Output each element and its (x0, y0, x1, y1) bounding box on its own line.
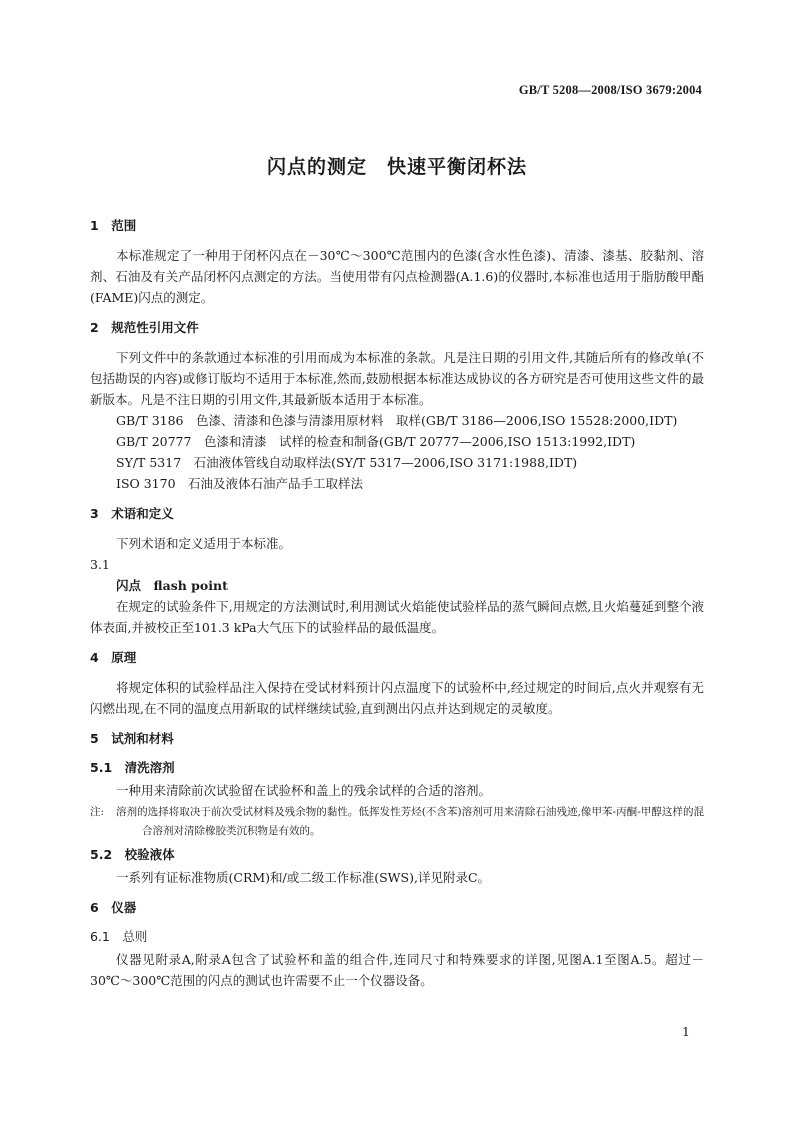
reference-item: GB/T 3186 色漆、清漆和色漆与清漆用原材料 取样(GB/T 3186—2006,ISO 15528:2000,IDT) (116, 413, 678, 428)
term-definition: 在规定的试验条件下,用规定的方法测试时,利用测试火焰能使试验样品的蒸气瞬间点燃,且火焰蔓延到整个液体表面,并被校正至101.3 kPa大气压下的试验样品的最低温度。 (90, 599, 704, 635)
section-1-paragraph: 本标准规定了一种用于闭杯闪点在－30℃～300℃范围内的色漆(含水性色漆)、清漆、漆基、胶黏剂、溶剂、石油及有关产品闭杯闪点测定的方法。当使用带有闪点检测器(A.1.6)的仪器时,本标准也适用于脂肪酸甲酯(FAME)闪点的测定。 (90, 248, 704, 305)
document-body (90, 216, 704, 1001)
section-6-heading: 6 仪器 (90, 900, 137, 915)
document-title: 闪点的测定 快速平衡闭杯法 (266, 156, 527, 178)
subsection-5-2-heading: 5.2 校验液体 (90, 847, 175, 862)
section-1-heading: 1 范围 (90, 218, 137, 233)
section-5-heading: 5 试剂和材料 (90, 731, 174, 746)
term-number: 3.1 (90, 557, 110, 572)
subsection-6-1-paragraph: 仪器见附录A,附录A包含了试验杯和盖的组合件,连同尺寸和特殊要求的详图,见图A.1至图A.5。超过－30℃～300℃范围的闪点的测试也许需要不止一个仪器设备。 (90, 952, 704, 988)
subsection-5-1-paragraph: 一种用来清除前次试验留在试验杯和盖上的残余试样的合适的溶剂。 (116, 783, 492, 798)
section-4-heading: 4 原理 (90, 650, 137, 665)
section-3-paragraph: 下列术语和定义适用于本标准。 (116, 536, 292, 551)
reference-item: GB/T 20777 色漆和清漆 试样的检查和制备(GB/T 20777—2006,ISO 1513:1992,IDT) (116, 434, 636, 449)
standard-number-header: GB/T 5208—2008/ISO 3679:2004 (518, 83, 702, 97)
subsection-5-2-paragraph: 一系列有证标准物质(CRM)和/或二级工作标准(SWS),详见附录C。 (116, 870, 491, 885)
term-title: 闪点 flash point (116, 578, 228, 593)
section-4-paragraph: 将规定体积的试验样品注入保持在受试材料预计闪点温度下的试验杯中,经过规定的时间后,点火并观察有无闪燃出现,在不同的温度点用新取的试样继续试验,直到测出闪点并达到规定的灵敏度。 (90, 680, 704, 716)
section-3-heading: 3 术语和定义 (90, 506, 174, 521)
subsection-5-1-heading: 5.1 清洗溶剂 (90, 760, 175, 775)
reference-item: ISO 3170 石油及液体石油产品手工取样法 (116, 476, 364, 491)
reference-item: SY/T 5317 石油液体管线自动取样法(SY/T 5317—2006,ISO 3171:1988,IDT) (116, 455, 578, 470)
page-number: 1 (682, 1024, 690, 1039)
section-2-paragraph: 下列文件中的条款通过本标准的引用而成为本标准的条款。凡是注日期的引用文件,其随后所有的修改单(不包括勘误的内容)或修订版均不适用于本标准,然而,鼓励根据本标准达成协议的各方研究是否可使用这些文件的最新版本。凡是不注日期的引用文件,其最新版本适用于本标准。 (90, 350, 704, 407)
section-2-heading: 2 规范性引用文件 (90, 320, 199, 335)
note-label: 注: (90, 806, 105, 818)
note (90, 803, 704, 841)
subsection-6-1-heading: 6.1 总则 (90, 929, 148, 944)
note-text: 溶剂的选择将取决于前次受试材料及残余物的黏性。低挥发性芳烃(不含苯)溶剂可用来清除石油残迹,像甲苯-丙酮-甲醇这样的混合溶剂对清除橡胶类沉积物是有效的。 (116, 806, 704, 837)
